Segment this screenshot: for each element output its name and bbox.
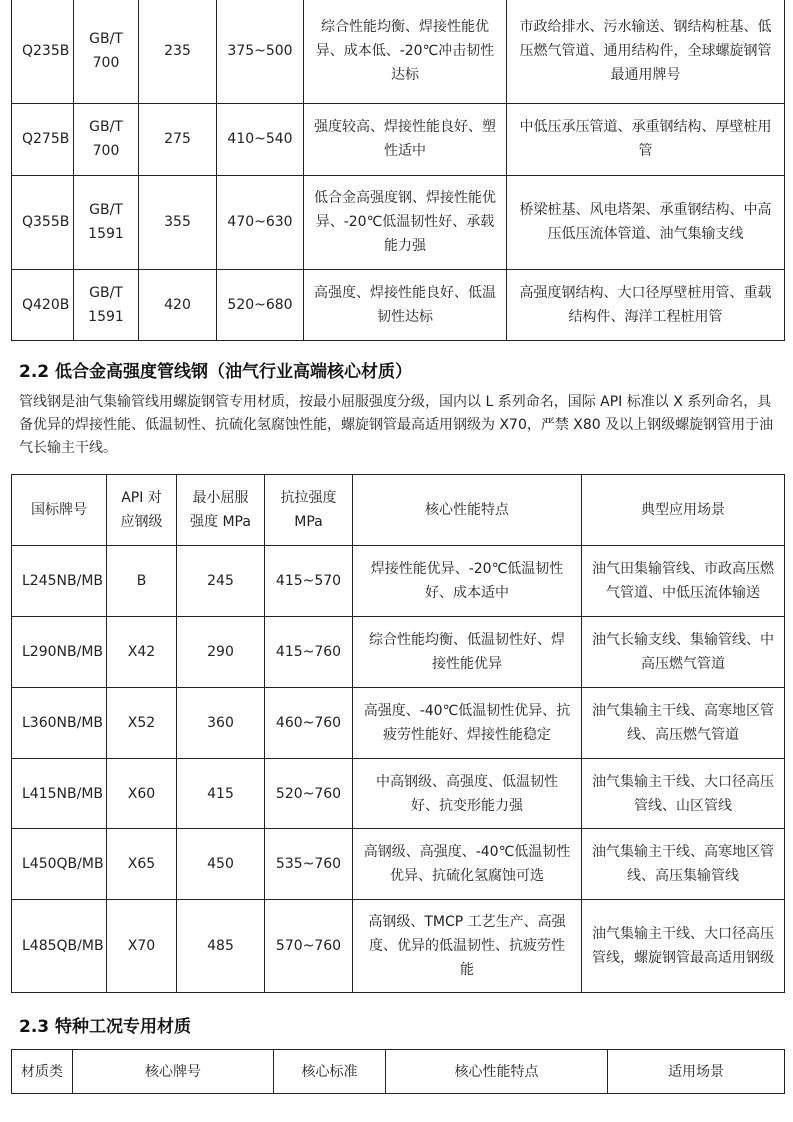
standard-cell: GB/T 1591 bbox=[74, 175, 139, 269]
tensile-cell: 460~760 bbox=[265, 688, 353, 759]
header-cell: 国标牌号 bbox=[12, 475, 107, 546]
header-cell: API 对应钢级 bbox=[107, 475, 177, 546]
grade-cell: L290NB/MB bbox=[12, 617, 107, 688]
applications-cell: 油气长输支线、集输管线、中高压燃气管道 bbox=[582, 617, 785, 688]
applications-cell: 市政给排水、污水输送、钢结构桩基、低压燃气管道、通用结构件，全球螺旋钢管最通用牌号 bbox=[507, 0, 785, 103]
header-cell: 抗拉强度 MPa bbox=[265, 475, 353, 546]
api-cell: X65 bbox=[107, 829, 177, 900]
api-cell: X52 bbox=[107, 688, 177, 759]
yield-cell: 420 bbox=[139, 269, 217, 340]
grade-cell: L360NB/MB bbox=[12, 688, 107, 759]
grade-cell: Q275B bbox=[12, 103, 74, 175]
table-row bbox=[12, 546, 785, 617]
section-paragraph: 管线钢是油气集输管线用螺旋钢管专用材质，按最小屈服强度分级，国内以 L 系列命名，国际 API 标准以 X 系列命名，具备优异的焊接性能、低温韧性、抗硫化氢腐蚀性能，螺旋钢管最高适用钢级为 X70，严禁 X80 及以上钢级螺旋钢管用于油气长输主干线。 bbox=[19, 394, 774, 456]
features-cell: 高钢级、TMCP 工艺生产、高强度、优异的低温韧性、抗疲劳性能 bbox=[353, 900, 582, 993]
table-row bbox=[12, 759, 785, 829]
yield-cell: 415 bbox=[177, 759, 265, 829]
grade-cell: L485QB/MB bbox=[12, 900, 107, 993]
yield-cell: 360 bbox=[177, 688, 265, 759]
tensile-cell: 535~760 bbox=[265, 829, 353, 900]
applications-cell: 油气田集输管线、市政高压燃气管道、中低压流体输送 bbox=[582, 546, 785, 617]
section-heading: 2.2 低合金高强度管线钢（油气行业高端核心材质） bbox=[19, 362, 413, 382]
applications-cell: 高强度钢结构、大口径厚壁桩用管、重载结构件、海洋工程桩用管 bbox=[507, 269, 785, 340]
yield-cell: 235 bbox=[139, 0, 217, 103]
tensile-cell: 415~570 bbox=[265, 546, 353, 617]
tensile-cell: 570~760 bbox=[265, 900, 353, 993]
features-cell: 中高钢级、高强度、低温韧性好、抗变形能力强 bbox=[353, 759, 582, 829]
features-cell: 高强度、-40℃低温韧性优异、抗疲劳性能好、焊接性能稳定 bbox=[353, 688, 582, 759]
table-row bbox=[12, 0, 785, 103]
api-cell: B bbox=[107, 546, 177, 617]
features-cell: 强度较高、焊接性能良好、塑性适中 bbox=[304, 103, 507, 175]
grade-cell: Q355B bbox=[12, 175, 74, 269]
tensile-cell: 375~500 bbox=[217, 0, 304, 103]
api-cell: X42 bbox=[107, 617, 177, 688]
applications-cell: 油气集输主干线、大口径高压管线、山区管线 bbox=[582, 759, 785, 829]
applications-cell: 油气集输主干线、大口径高压管线，螺旋钢管最高适用钢级 bbox=[582, 900, 785, 993]
table-row bbox=[12, 900, 785, 993]
tensile-cell: 520~680 bbox=[217, 269, 304, 340]
yield-cell: 290 bbox=[177, 617, 265, 688]
header-cell: 材质类 bbox=[12, 1050, 73, 1094]
grade-cell: Q420B bbox=[12, 269, 74, 340]
grade-cell: L415NB/MB bbox=[12, 759, 107, 829]
yield-cell: 275 bbox=[139, 103, 217, 175]
grade-cell: L245NB/MB bbox=[12, 546, 107, 617]
applications-cell: 油气集输主干线、高寒地区管线、高压集输管线 bbox=[582, 829, 785, 900]
yield-cell: 245 bbox=[177, 546, 265, 617]
table-row bbox=[12, 175, 785, 269]
yield-cell: 355 bbox=[139, 175, 217, 269]
table-header-row bbox=[12, 475, 785, 546]
header-cell: 核心牌号 bbox=[73, 1050, 274, 1094]
header-cell: 核心性能特点 bbox=[386, 1050, 608, 1094]
grade-cell: Q235B bbox=[12, 0, 74, 103]
features-cell: 高强度、焊接性能良好、低温韧性达标 bbox=[304, 269, 507, 340]
tensile-cell: 415~760 bbox=[265, 617, 353, 688]
header-cell: 典型应用场景 bbox=[582, 475, 785, 546]
api-cell: X70 bbox=[107, 900, 177, 993]
features-cell: 低合金高强度钢、焊接性能优异、-20℃低温韧性好、承载能力强 bbox=[304, 175, 507, 269]
standard-cell: GB/T 700 bbox=[74, 103, 139, 175]
steel-grade-table bbox=[11, 0, 785, 341]
table-row bbox=[12, 829, 785, 900]
features-cell: 焊接性能优异、-20℃低温韧性好、成本适中 bbox=[353, 546, 582, 617]
tensile-cell: 470~630 bbox=[217, 175, 304, 269]
table-row bbox=[12, 688, 785, 759]
grade-cell: L450QB/MB bbox=[12, 829, 107, 900]
tensile-cell: 410~540 bbox=[217, 103, 304, 175]
applications-cell: 中低压承压管道、承重钢结构、厚壁桩用管 bbox=[507, 103, 785, 175]
tensile-cell: 520~760 bbox=[265, 759, 353, 829]
header-cell: 适用场景 bbox=[608, 1050, 785, 1094]
header-cell: 核心标准 bbox=[274, 1050, 386, 1094]
header-cell: 最小屈服强度 MPa bbox=[177, 475, 265, 546]
pipeline-steel-table bbox=[11, 474, 785, 993]
applications-cell: 油气集输主干线、高寒地区管线、高压燃气管道 bbox=[582, 688, 785, 759]
table-row bbox=[12, 103, 785, 175]
section-heading: 2.3 特种工况专用材质 bbox=[19, 1017, 192, 1037]
yield-cell: 485 bbox=[177, 900, 265, 993]
api-cell: X60 bbox=[107, 759, 177, 829]
standard-cell: GB/T 1591 bbox=[74, 269, 139, 340]
special-material-table bbox=[11, 1049, 785, 1094]
features-cell: 综合性能均衡、低温韧性好、焊接性能优异 bbox=[353, 617, 582, 688]
table-row bbox=[12, 617, 785, 688]
header-cell: 核心性能特点 bbox=[353, 475, 582, 546]
features-cell: 高钢级、高强度、-40℃低温韧性优异、抗硫化氢腐蚀可选 bbox=[353, 829, 582, 900]
yield-cell: 450 bbox=[177, 829, 265, 900]
table-row bbox=[12, 269, 785, 340]
features-cell: 综合性能均衡、焊接性能优异、成本低、-20℃冲击韧性达标 bbox=[304, 0, 507, 103]
standard-cell: GB/T 700 bbox=[74, 0, 139, 103]
applications-cell: 桥梁桩基、风电塔架、承重钢结构、中高压低压流体管道、油气集输支线 bbox=[507, 175, 785, 269]
table-header-row bbox=[12, 1050, 785, 1094]
